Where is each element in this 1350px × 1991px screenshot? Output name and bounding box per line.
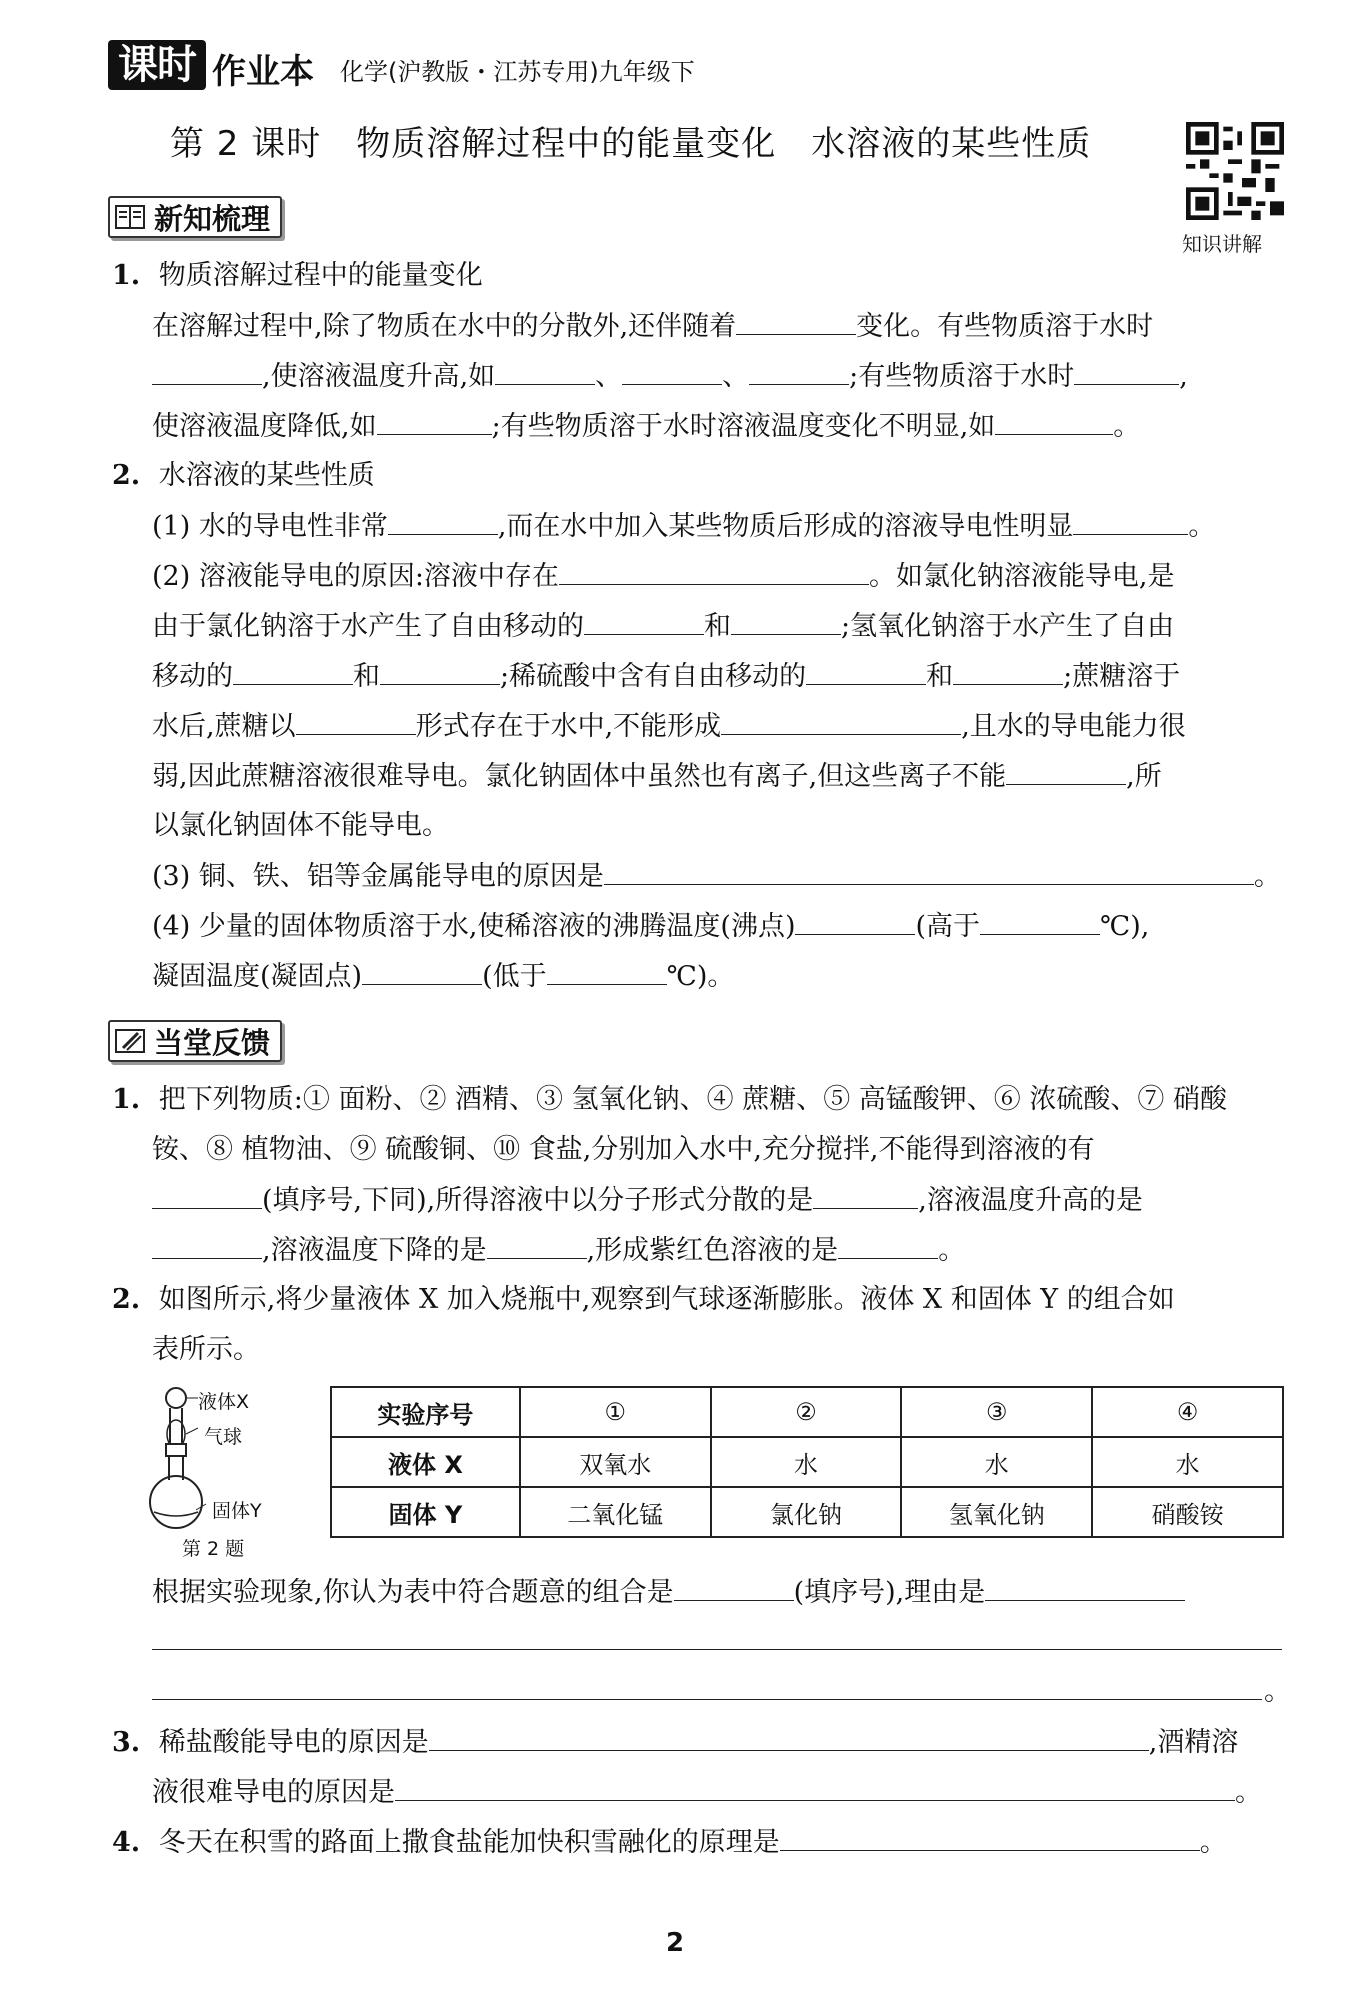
- text: 根据实验现象,你认为表中符合题意的组合是: [152, 1577, 674, 1608]
- table-cell: 双氧水: [520, 1437, 711, 1487]
- answer-blank[interactable]: [362, 958, 482, 985]
- table-cell: 氯化钠: [711, 1487, 902, 1537]
- text: 、: [595, 361, 623, 392]
- question-line: [152, 708, 1186, 745]
- question-heading: 物质溶解过程中的能量变化: [158, 260, 483, 291]
- table-cell: 二氧化锰: [520, 1487, 711, 1537]
- lesson-title: 第 2 课时 物质溶解过程中的能量变化 水溶液的某些性质: [170, 124, 1092, 164]
- text: 形式存在于水中,不能形成: [415, 711, 722, 742]
- question-line: [152, 408, 1140, 445]
- answer-blank[interactable]: [395, 1774, 1235, 1801]
- text: 凝固温度(凝固点): [152, 961, 363, 992]
- question-line: [152, 608, 1174, 645]
- question-line: [152, 1332, 260, 1368]
- question-number: 1.: [112, 260, 141, 291]
- qr-label: 知识讲解: [1182, 232, 1262, 256]
- figure-label: 固体Y: [212, 1500, 262, 1522]
- question-line: [152, 558, 1175, 595]
- text: ,所: [1126, 761, 1162, 792]
- page-number: 2: [665, 1928, 685, 1958]
- table-cell: 水: [1092, 1437, 1283, 1487]
- question-line: [152, 958, 734, 995]
- text: 移动的: [152, 661, 233, 692]
- table-cell: 液体 X: [331, 1437, 520, 1487]
- question-line: [112, 458, 375, 494]
- text: (填序号),理由是: [793, 1577, 986, 1608]
- answer-blank[interactable]: [495, 358, 595, 385]
- answer-blank[interactable]: [547, 958, 667, 985]
- question-line: [112, 1282, 1175, 1318]
- text: (填序号,下同),所得溶液中以分子形式分散的是: [262, 1185, 814, 1216]
- text: 。: [1235, 1777, 1262, 1808]
- section-title: 当堂反馈: [154, 1025, 271, 1060]
- answer-blank[interactable]: [953, 658, 1063, 685]
- pencil-icon: [114, 1027, 146, 1055]
- question-line: [112, 1724, 1238, 1761]
- question-line: [112, 1824, 1227, 1861]
- question-line: [152, 658, 1180, 695]
- text: ,形成紫红色溶液的是: [586, 1235, 839, 1266]
- text: ,使溶液温度升高,如: [262, 361, 496, 392]
- question-line: [152, 808, 449, 844]
- answer-blank[interactable]: [152, 358, 262, 385]
- answer-line[interactable]: [152, 1698, 1262, 1700]
- table-row: [331, 1437, 1283, 1487]
- experiment-table: [330, 1386, 1284, 1538]
- text: 液很难导电的原因是: [152, 1777, 395, 1808]
- question-number: 2.: [112, 460, 141, 491]
- question-line: [152, 508, 1215, 545]
- text: 和: [704, 611, 731, 642]
- question-line: [152, 1232, 965, 1269]
- table-row: [331, 1387, 1283, 1437]
- text: 和: [926, 661, 954, 692]
- text: ,且水的导电能力很: [961, 711, 1186, 742]
- answer-blank[interactable]: [795, 908, 915, 935]
- answer-blank[interactable]: [604, 858, 1254, 885]
- text: (2) 溶液能导电的原因:溶液中存在: [152, 561, 559, 592]
- table-header-cell: ②: [711, 1387, 902, 1437]
- section-tag-new-knowledge: [108, 196, 282, 238]
- text: ,而在水中加入某些物质后形成的溶液导电性明显: [497, 511, 1074, 542]
- book-name: 作业本: [212, 52, 314, 92]
- text: 。如氯化钠溶液能导电,是: [868, 561, 1175, 592]
- text: 。: [1264, 1676, 1291, 1707]
- text: 和: [353, 661, 380, 692]
- text: ;有些物质溶于水时: [849, 361, 1075, 392]
- answer-blank[interactable]: [813, 1182, 918, 1209]
- text: (1) 水的导电性非常: [152, 511, 388, 542]
- answer-blank[interactable]: [1074, 358, 1179, 385]
- text: (4) 少量的固体物质溶于水,使稀溶液的沸腾温度(沸点): [152, 911, 796, 942]
- text: 弱,因此蔗糖溶液很难导电。氯化钠固体中虽然也有离子,但这些离子不能: [152, 761, 1007, 792]
- text: ℃)。: [666, 961, 735, 992]
- text: 冬天在积雪的路面上撒食盐能加快积雪融化的原理是: [158, 1827, 780, 1858]
- text: ;稀硫酸中含有自由移动的: [500, 661, 807, 692]
- text: ℃),: [1100, 911, 1150, 942]
- text: 、: [722, 361, 750, 392]
- text: ;有些物质溶于水时溶液温度变化不明显,如: [491, 411, 996, 442]
- text: (高于: [915, 911, 981, 942]
- question-line: [152, 1774, 1262, 1811]
- answer-blank[interactable]: [985, 1574, 1185, 1601]
- answer-blank[interactable]: [487, 1232, 587, 1259]
- question-number: 2.: [112, 1284, 141, 1315]
- answer-blank[interactable]: [296, 708, 416, 735]
- text: (低于: [482, 961, 547, 992]
- answer-blank[interactable]: [152, 1232, 262, 1259]
- table-header-cell: ④: [1092, 1387, 1283, 1437]
- text: ;蔗糖溶于: [1063, 661, 1181, 692]
- question-line: [152, 1182, 1143, 1219]
- text: 把下列物质:① 面粉、② 酒精、③ 氢氧化钠、④ 蔗糖、⑤ 高锰酸钾、⑥ 浓硫酸、⑦ 硝酸: [158, 1084, 1227, 1115]
- question-line: [152, 308, 1153, 345]
- question-line: [112, 1082, 1227, 1118]
- answer-blank[interactable]: [429, 1724, 1149, 1751]
- answer-blank[interactable]: [584, 608, 704, 635]
- section-tag-classroom-feedback: [108, 1020, 282, 1062]
- series-logo: 课时: [108, 40, 206, 90]
- table-cell: 固体 Y: [331, 1487, 520, 1537]
- table-row: [331, 1487, 1283, 1537]
- table-cell: 水: [711, 1437, 902, 1487]
- text: 。: [1199, 1827, 1227, 1858]
- text: 以氯化钠固体不能导电。: [152, 810, 449, 841]
- figure-label: 液体X: [198, 1391, 250, 1413]
- text: ,: [1179, 361, 1188, 392]
- text: 。: [938, 1235, 966, 1266]
- subject-edition: 化学(沪教版・江苏专用)九年级下: [340, 58, 695, 86]
- answer-blank[interactable]: [380, 658, 500, 685]
- text: 变化。有些物质溶于水时: [856, 311, 1154, 342]
- text: ,酒精溶: [1148, 1727, 1239, 1758]
- figure-label: 气球: [204, 1426, 243, 1448]
- answer-blank[interactable]: [736, 308, 856, 335]
- question-number: 3.: [112, 1727, 141, 1758]
- answer-blank[interactable]: [721, 708, 961, 735]
- answer-blank[interactable]: [749, 358, 849, 385]
- answer-blank[interactable]: [233, 658, 353, 685]
- question-number: 1.: [112, 1084, 141, 1115]
- answer-line[interactable]: [152, 1648, 1282, 1650]
- answer-blank[interactable]: [388, 508, 498, 535]
- text: 如图所示,将少量液体 X 加入烧瓶中,观察到气球逐渐膨胀。液体 X 和固体 Y 的组合如: [158, 1284, 1175, 1315]
- table-cell: 硝酸铵: [1092, 1487, 1283, 1537]
- qr-code-icon[interactable]: [1186, 122, 1284, 220]
- answer-blank[interactable]: [980, 908, 1100, 935]
- text: 。: [1188, 511, 1216, 542]
- text: 水后,蔗糖以: [152, 711, 296, 742]
- text: 稀盐酸能导电的原因是: [158, 1727, 429, 1758]
- text: 在溶解过程中,除了物质在水中的分散外,还伴随着: [152, 311, 737, 342]
- question-line: [152, 358, 1188, 395]
- table-cell: 水: [901, 1437, 1092, 1487]
- answer-blank[interactable]: [731, 608, 841, 635]
- answer-blank[interactable]: [995, 408, 1113, 435]
- text: 由于氯化钠溶于水产生了自由移动的: [152, 611, 584, 642]
- answer-blank[interactable]: [152, 1182, 262, 1209]
- answer-blank[interactable]: [780, 1824, 1200, 1851]
- question-line: [152, 758, 1162, 795]
- answer-blank[interactable]: [838, 1232, 938, 1259]
- text: 使溶液温度降低,如: [152, 411, 377, 442]
- section-title: 新知梳理: [154, 201, 271, 236]
- answer-blank[interactable]: [1006, 758, 1126, 785]
- question-heading: 水溶液的某些性质: [158, 460, 375, 491]
- text: 。: [1113, 411, 1141, 442]
- text: 。: [1253, 861, 1281, 892]
- answer-blank[interactable]: [806, 658, 926, 685]
- text: ,溶液温度升高的是: [918, 1185, 1143, 1216]
- text: ,溶液温度下降的是: [262, 1235, 487, 1266]
- table-cell: 氢氧化钠: [901, 1487, 1092, 1537]
- question-line: [152, 1132, 1095, 1168]
- text: ;氢氧化钠溶于水产生了自由: [841, 611, 1175, 642]
- question-line: [152, 858, 1281, 895]
- answer-blank[interactable]: [377, 408, 492, 435]
- text: (3) 铜、铁、铝等金属能导电的原因是: [152, 861, 604, 892]
- figure-caption: 第 2 题: [182, 1538, 245, 1560]
- question-line: [1264, 1674, 1291, 1710]
- question-line: [152, 908, 1149, 945]
- book-icon: [114, 203, 146, 231]
- table-header-cell: ①: [520, 1387, 711, 1437]
- table-header-cell: ③: [901, 1387, 1092, 1437]
- question-line: [112, 258, 483, 294]
- question-number: 4.: [112, 1827, 141, 1858]
- text: 表所示。: [152, 1334, 260, 1365]
- answer-blank[interactable]: [622, 358, 722, 385]
- table-header-cell: 实验序号: [331, 1387, 520, 1437]
- question-line: [152, 1574, 1185, 1611]
- answer-blank[interactable]: [1073, 508, 1188, 535]
- answer-blank[interactable]: [559, 558, 869, 585]
- answer-blank[interactable]: [674, 1574, 794, 1601]
- text: 铵、⑧ 植物油、⑨ 硫酸铜、⑩ 食盐,分别加入水中,充分搅拌,不能得到溶液的有: [152, 1134, 1095, 1165]
